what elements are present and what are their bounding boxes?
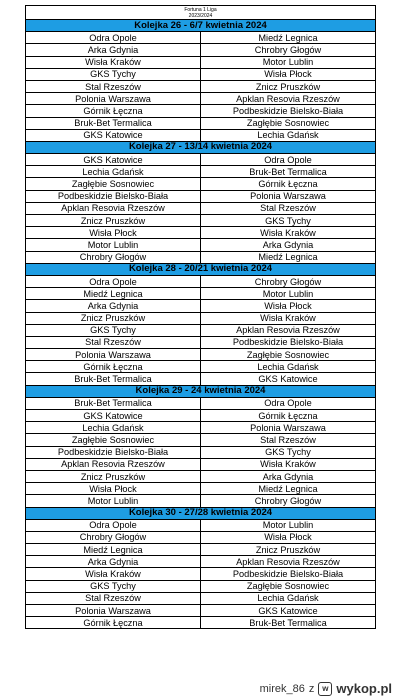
away-team: Apklan Resovia Rzeszów bbox=[201, 556, 376, 568]
away-team: Znicz Pruszków bbox=[201, 544, 376, 556]
watermark-user: mirek_86 bbox=[259, 682, 305, 695]
home-team: Stal Rzeszów bbox=[26, 336, 201, 348]
home-team: GKS Tychy bbox=[26, 580, 201, 592]
match-row bbox=[26, 470, 376, 482]
away-team: Podbeskidzie Bielsko-Biała bbox=[201, 568, 376, 580]
match-row bbox=[26, 361, 376, 373]
sheet-caption bbox=[25, 5, 376, 19]
match-row bbox=[26, 312, 376, 324]
home-team: Motor Lublin bbox=[26, 239, 201, 251]
away-team: Lechia Gdańsk bbox=[201, 129, 376, 141]
watermark-separator: z bbox=[308, 682, 315, 695]
match-row bbox=[26, 531, 376, 543]
home-team: Polonia Warszawa bbox=[26, 93, 201, 105]
match-row bbox=[26, 80, 376, 92]
home-team: Apklan Resovia Rzeszów bbox=[26, 458, 201, 470]
match-row bbox=[26, 202, 376, 214]
home-team: Znicz Pruszków bbox=[26, 312, 201, 324]
home-team: GKS Katowice bbox=[26, 410, 201, 422]
home-team: Zagłębie Sosnowiec bbox=[26, 434, 201, 446]
away-team: Odra Opole bbox=[201, 397, 376, 409]
home-team: Podbeskidzie Bielsko-Biała bbox=[26, 446, 201, 458]
away-team: Górnik Łęczna bbox=[201, 410, 376, 422]
home-team: Arka Gdynia bbox=[26, 556, 201, 568]
match-row bbox=[26, 568, 376, 580]
home-team: GKS Katowice bbox=[26, 129, 201, 141]
match-row bbox=[26, 117, 376, 129]
away-team: Motor Lublin bbox=[201, 56, 376, 68]
match-row bbox=[26, 215, 376, 227]
home-team: Stal Rzeszów bbox=[26, 592, 201, 604]
home-team: Miedź Legnica bbox=[26, 288, 201, 300]
watermark-brand: wykop.pl bbox=[336, 681, 392, 696]
round-header-row bbox=[26, 385, 376, 397]
away-team: Wisła Płock bbox=[201, 531, 376, 543]
home-team: GKS Tychy bbox=[26, 324, 201, 336]
home-team: Wisła Kraków bbox=[26, 568, 201, 580]
match-row bbox=[26, 336, 376, 348]
home-team: Zagłębie Sosnowiec bbox=[26, 178, 201, 190]
home-team: Miedź Legnica bbox=[26, 544, 201, 556]
round-header-row bbox=[26, 507, 376, 519]
match-row bbox=[26, 580, 376, 592]
match-row bbox=[26, 324, 376, 336]
match-row bbox=[26, 410, 376, 422]
away-team: Miedź Legnica bbox=[201, 32, 376, 44]
home-team: Stal Rzeszów bbox=[26, 80, 201, 92]
away-team: GKS Tychy bbox=[201, 215, 376, 227]
match-row bbox=[26, 434, 376, 446]
match-row bbox=[26, 154, 376, 166]
match-row bbox=[26, 178, 376, 190]
home-team: Polonia Warszawa bbox=[26, 605, 201, 617]
home-team: GKS Tychy bbox=[26, 68, 201, 80]
away-team: Stal Rzeszów bbox=[201, 202, 376, 214]
home-team: Wisła Płock bbox=[26, 483, 201, 495]
home-team: GKS Katowice bbox=[26, 154, 201, 166]
match-row bbox=[26, 166, 376, 178]
away-team: Wisła Kraków bbox=[201, 312, 376, 324]
away-team: Bruk-Bet Termalica bbox=[201, 617, 376, 629]
match-row bbox=[26, 446, 376, 458]
away-team: Zagłębie Sosnowiec bbox=[201, 580, 376, 592]
home-team: Arka Gdynia bbox=[26, 44, 201, 56]
home-team: Polonia Warszawa bbox=[26, 349, 201, 361]
fixture-sheet bbox=[25, 5, 376, 629]
home-team: Chrobry Głogów bbox=[26, 251, 201, 263]
round-header: Kolejka 26 - 6/7 kwietnia 2024 bbox=[26, 20, 376, 32]
away-team: Zagłębie Sosnowiec bbox=[201, 349, 376, 361]
match-row bbox=[26, 605, 376, 617]
home-team: Podbeskidzie Bielsko-Biała bbox=[26, 190, 201, 202]
match-row bbox=[26, 251, 376, 263]
away-team: Lechia Gdańsk bbox=[201, 361, 376, 373]
away-team: GKS Katowice bbox=[201, 605, 376, 617]
match-row bbox=[26, 93, 376, 105]
away-team: Apklan Resovia Rzeszów bbox=[201, 324, 376, 336]
match-row bbox=[26, 519, 376, 531]
away-team: Górnik Łęczna bbox=[201, 178, 376, 190]
home-team: Apklan Resovia Rzeszów bbox=[26, 202, 201, 214]
home-team: Górnik Łęczna bbox=[26, 361, 201, 373]
match-row bbox=[26, 373, 376, 385]
home-team: Odra Opole bbox=[26, 32, 201, 44]
match-row bbox=[26, 44, 376, 56]
round-header: Kolejka 29 - 24 kwietnia 2024 bbox=[26, 385, 376, 397]
match-row bbox=[26, 32, 376, 44]
away-team: Lechia Gdańsk bbox=[201, 592, 376, 604]
round-header-row bbox=[26, 263, 376, 275]
match-row bbox=[26, 288, 376, 300]
match-row bbox=[26, 544, 376, 556]
match-row bbox=[26, 129, 376, 141]
home-team: Odra Opole bbox=[26, 275, 201, 287]
match-row bbox=[26, 105, 376, 117]
match-row bbox=[26, 68, 376, 80]
match-row bbox=[26, 227, 376, 239]
watermark bbox=[260, 681, 392, 696]
home-team: Motor Lublin bbox=[26, 495, 201, 507]
round-header: Kolejka 27 - 13/14 kwietnia 2024 bbox=[26, 141, 376, 153]
home-team: Znicz Pruszków bbox=[26, 470, 201, 482]
away-team: GKS Katowice bbox=[201, 373, 376, 385]
round-header: Kolejka 30 - 27/28 kwietnia 2024 bbox=[26, 507, 376, 519]
home-team: Górnik Łęczna bbox=[26, 617, 201, 629]
away-team: Wisła Kraków bbox=[201, 227, 376, 239]
match-row bbox=[26, 349, 376, 361]
away-team: Wisła Płock bbox=[201, 300, 376, 312]
away-team: Arka Gdynia bbox=[201, 239, 376, 251]
season-label: 2023/2024 bbox=[188, 13, 213, 19]
away-team: Znicz Pruszków bbox=[201, 80, 376, 92]
fixtures-table bbox=[25, 19, 376, 629]
away-team: GKS Tychy bbox=[201, 446, 376, 458]
away-team: Podbeskidzie Bielsko-Biała bbox=[201, 336, 376, 348]
match-row bbox=[26, 397, 376, 409]
away-team: Apklan Resovia Rzeszów bbox=[201, 93, 376, 105]
away-team: Wisła Płock bbox=[201, 68, 376, 80]
home-team: Górnik Łęczna bbox=[26, 105, 201, 117]
away-team: Chrobry Głogów bbox=[201, 44, 376, 56]
home-team: Bruk-Bet Termalica bbox=[26, 373, 201, 385]
match-row bbox=[26, 592, 376, 604]
away-team: Podbeskidzie Bielsko-Biała bbox=[201, 105, 376, 117]
away-team: Arka Gdynia bbox=[201, 470, 376, 482]
home-team: Bruk-Bet Termalica bbox=[26, 117, 201, 129]
home-team: Chrobry Głogów bbox=[26, 531, 201, 543]
home-team: Bruk-Bet Termalica bbox=[26, 397, 201, 409]
away-team: Miedź Legnica bbox=[201, 483, 376, 495]
away-team: Zagłębie Sosnowiec bbox=[201, 117, 376, 129]
home-team: Znicz Pruszków bbox=[26, 215, 201, 227]
round-header-row bbox=[26, 141, 376, 153]
match-row bbox=[26, 556, 376, 568]
match-row bbox=[26, 458, 376, 470]
home-team: Wisła Kraków bbox=[26, 56, 201, 68]
home-team: Lechia Gdańsk bbox=[26, 166, 201, 178]
round-header: Kolejka 28 - 20/21 kwietnia 2024 bbox=[26, 263, 376, 275]
home-team: Wisła Płock bbox=[26, 227, 201, 239]
match-row bbox=[26, 275, 376, 287]
home-team: Lechia Gdańsk bbox=[26, 422, 201, 434]
away-team: Chrobry Głogów bbox=[201, 495, 376, 507]
league-title: Fortuna 1 Liga bbox=[184, 7, 217, 13]
match-row bbox=[26, 190, 376, 202]
home-team: Arka Gdynia bbox=[26, 300, 201, 312]
match-row bbox=[26, 422, 376, 434]
away-team: Miedź Legnica bbox=[201, 251, 376, 263]
match-row bbox=[26, 617, 376, 629]
match-row bbox=[26, 56, 376, 68]
away-team: Wisła Kraków bbox=[201, 458, 376, 470]
match-row bbox=[26, 483, 376, 495]
away-team: Motor Lublin bbox=[201, 519, 376, 531]
away-team: Chrobry Głogów bbox=[201, 275, 376, 287]
away-team: Stal Rzeszów bbox=[201, 434, 376, 446]
wykop-logo-icon: w bbox=[318, 682, 332, 696]
match-row bbox=[26, 239, 376, 251]
match-row bbox=[26, 495, 376, 507]
home-team: Odra Opole bbox=[26, 519, 201, 531]
away-team: Bruk-Bet Termalica bbox=[201, 166, 376, 178]
round-header-row bbox=[26, 20, 376, 32]
away-team: Polonia Warszawa bbox=[201, 190, 376, 202]
away-team: Motor Lublin bbox=[201, 288, 376, 300]
match-row bbox=[26, 300, 376, 312]
away-team: Polonia Warszawa bbox=[201, 422, 376, 434]
away-team: Odra Opole bbox=[201, 154, 376, 166]
